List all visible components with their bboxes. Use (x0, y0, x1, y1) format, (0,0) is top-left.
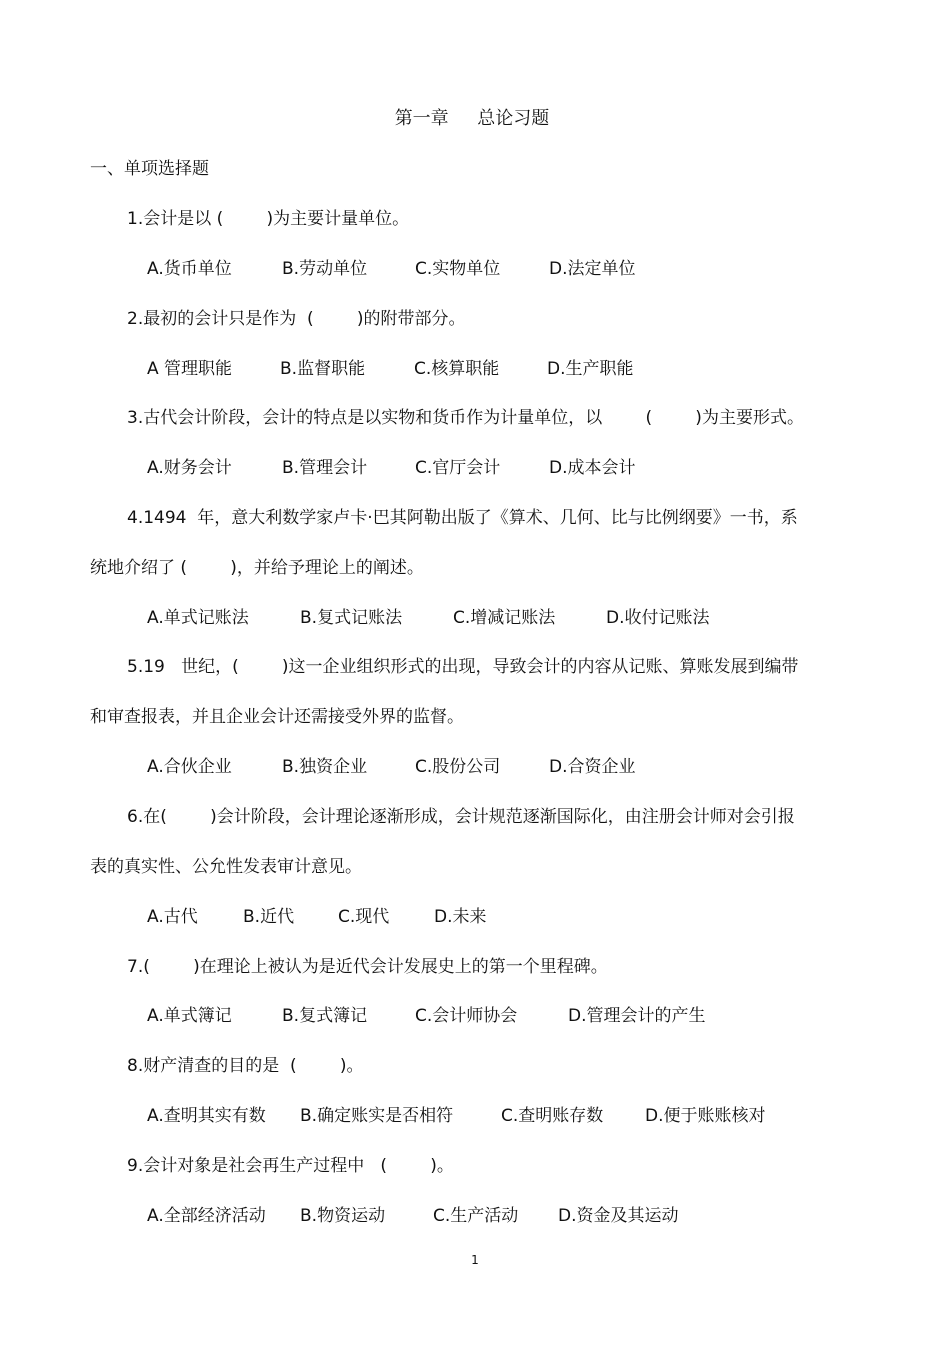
option-a: A.查明其实有数 (147, 1106, 266, 1126)
option-b: B.监督职能 (280, 359, 366, 379)
option-a: A.单式记账法 (147, 608, 249, 628)
question-3-stem: 3.古代会计阶段，会计的特点是以实物和货币作为计量单位，以 ( )为主要形式。 (127, 408, 804, 428)
option-b: B.劳动单位 (282, 259, 368, 279)
option-b: B.近代 (243, 907, 295, 927)
question-5-stem-continued: 和审查报表，并且企业会计还需接受外界的监督。 (90, 707, 464, 727)
option-b: B.独资企业 (282, 757, 368, 777)
question-5-stem: 5.19 世纪，( )这一企业组织形式的出现，导致会计的内容从记账、算账发展到编带 (127, 657, 799, 677)
question-6-stem-continued: 表的真实性、公允性发表审计意见。 (90, 857, 362, 877)
option-a: A.全部经济活动 (147, 1206, 266, 1226)
option-d: D.资金及其运动 (558, 1206, 679, 1226)
option-d: D.便于账账核对 (645, 1106, 766, 1126)
option-d: D.生产职能 (547, 359, 634, 379)
question-1-stem: 1.会计是以 ( )为主要计量单位。 (127, 209, 410, 229)
page-number: 1 (471, 1253, 479, 1267)
option-d: D.合资企业 (549, 757, 636, 777)
option-d: D.法定单位 (549, 259, 636, 279)
option-c: C.核算职能 (414, 359, 500, 379)
option-b: B.确定账实是否相符 (300, 1106, 454, 1126)
option-d: D.成本会计 (549, 458, 636, 478)
option-d: D.管理会计的产生 (568, 1006, 706, 1026)
question-4-stem: 4.1494 年，意大利数学家卢卡·巴其阿勒出版了《算术、几何、比与比例纲要》一书，系 (127, 508, 798, 528)
option-c: C.现代 (338, 907, 390, 927)
question-9-stem: 9.会计对象是社会再生产过程中 ( )。 (127, 1156, 454, 1176)
page-title: 第一章 总论习题 (394, 108, 550, 129)
option-a: A.古代 (147, 907, 198, 927)
option-b: B.物资运动 (300, 1206, 386, 1226)
option-c: C.官厅会计 (415, 458, 501, 478)
option-a: A.财务会计 (147, 458, 232, 478)
option-c: C.增减记账法 (453, 608, 556, 628)
option-d: D.收付记账法 (606, 608, 710, 628)
question-8-stem: 8.财产清查的目的是 ( )。 (127, 1056, 364, 1076)
option-b: B.管理会计 (282, 458, 368, 478)
option-a: A.合伙企业 (147, 757, 232, 777)
question-7-stem: 7.( )在理论上被认为是近代会计发展史上的第一个里程碑。 (127, 957, 608, 977)
option-b: B.复式记账法 (300, 608, 403, 628)
question-2-stem: 2.最初的会计只是作为 ( )的附带部分。 (127, 309, 466, 329)
option-c: C.查明账存数 (501, 1106, 604, 1126)
option-a: A.货币单位 (147, 259, 232, 279)
option-d: D.未来 (434, 907, 487, 927)
option-c: C.股份公司 (415, 757, 501, 777)
option-c: C.生产活动 (433, 1206, 519, 1226)
option-c: C.会计师协会 (415, 1006, 518, 1026)
option-a: A 管理职能 (147, 359, 233, 379)
option-c: C.实物单位 (415, 259, 501, 279)
option-a: A.单式簿记 (147, 1006, 232, 1026)
question-4-stem-continued: 统地介绍了 ( )，并给予理论上的阐述。 (90, 558, 424, 578)
option-b: B.复式簿记 (282, 1006, 368, 1026)
section-heading: 一、单项选择题 (90, 159, 209, 179)
question-6-stem: 6.在( )会计阶段，会计理论逐渐形成，会计规范逐渐国际化，由注册会计师对会引报 (127, 807, 795, 827)
